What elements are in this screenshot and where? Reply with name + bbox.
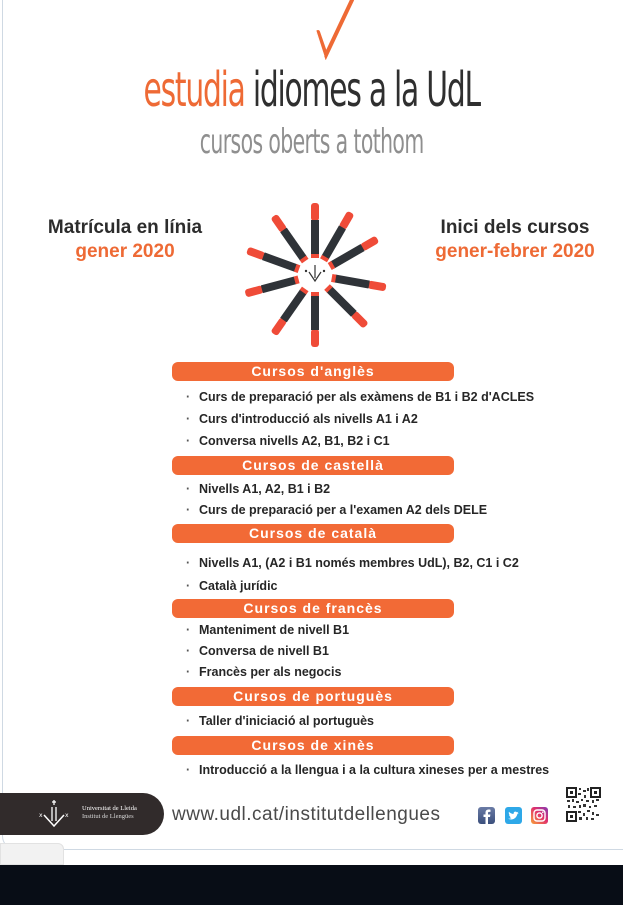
title-highlight: estudia bbox=[143, 62, 245, 118]
course-start-info bbox=[410, 216, 620, 264]
qr-code-icon bbox=[566, 787, 601, 822]
enrollment-info bbox=[30, 216, 220, 264]
course-item: · Conversa de nivell B1 bbox=[186, 644, 329, 658]
section-banner-french: Cursos de francès bbox=[172, 599, 454, 618]
twitter-icon bbox=[505, 807, 522, 824]
course-start-label: Inici dels cursos bbox=[440, 217, 590, 238]
course-item: · Manteniment de nivell B1 bbox=[186, 623, 350, 637]
checkmark-icon bbox=[300, 0, 360, 60]
svg-text:x: x bbox=[39, 812, 43, 819]
course-item: · Nivells A1, (A2 i B1 només membres UdL), B2, C1 i C2 bbox=[186, 556, 519, 570]
section-banner-english: Cursos d'anglès bbox=[172, 362, 454, 381]
svg-text:x: x bbox=[65, 812, 69, 819]
section-banner-chinese: Cursos de xinès bbox=[172, 736, 454, 755]
course-item: · Taller d'iniciació al portuguès bbox=[186, 714, 374, 728]
course-item: · Nivells A1, A2, B1 i B2 bbox=[186, 482, 331, 496]
poster-title bbox=[119, 60, 505, 120]
enrollment-label: Matrícula en línia bbox=[47, 217, 203, 238]
enrollment-date: gener 2020 bbox=[75, 241, 175, 262]
poster-subtitle: cursos oberts a tothom bbox=[199, 122, 424, 162]
course-item: · Francès per als negocis bbox=[186, 665, 342, 679]
section-banner-portuguese: Cursos de portuguès bbox=[172, 687, 454, 706]
university-name: Universitat de Lleida bbox=[82, 805, 137, 812]
markers-illustration bbox=[240, 200, 390, 350]
course-item: · Curs d'introducció als nivells A1 i A2 bbox=[186, 412, 418, 426]
course-item: · Català jurídic bbox=[186, 579, 278, 593]
website-url: www.udl.cat/institutdellengues bbox=[172, 804, 441, 825]
section-banner-catalan: Cursos de català bbox=[172, 524, 454, 543]
course-item: · Curs de preparació per als exàmens de B1 i B2 d'ACLES bbox=[186, 390, 535, 404]
university-logo bbox=[0, 793, 164, 835]
institute-name: Institut de Llengües bbox=[82, 813, 134, 820]
title-rest: idiomes a la UdL bbox=[252, 62, 480, 118]
bottom-bar bbox=[0, 865, 623, 905]
bottom-tab[interactable] bbox=[0, 843, 64, 865]
course-item: · Curs de preparació per a l'examen A2 dels DELE bbox=[186, 503, 488, 517]
course-start-date: gener-febrer 2020 bbox=[435, 241, 595, 262]
course-item: · Introducció a la llengua i a la cultura xineses per a mestres bbox=[186, 763, 550, 777]
facebook-icon bbox=[478, 807, 495, 824]
instagram-icon bbox=[531, 807, 548, 824]
udl-emblem-icon bbox=[34, 799, 74, 829]
course-item: · Conversa nivells A2, B1, B2 i C1 bbox=[186, 434, 390, 448]
section-banner-spanish: Cursos de castellà bbox=[172, 456, 454, 475]
